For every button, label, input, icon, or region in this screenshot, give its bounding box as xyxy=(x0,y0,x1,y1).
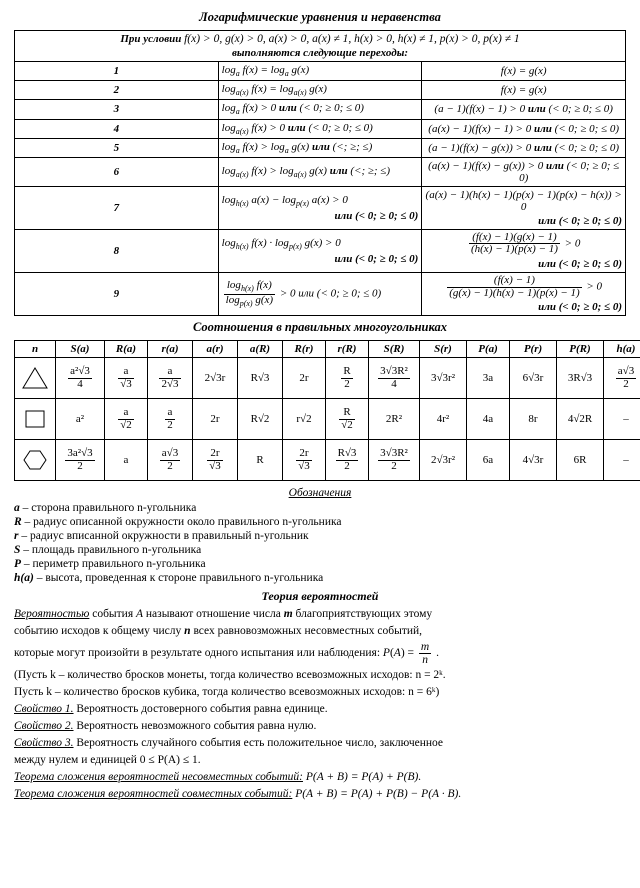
condition-prefix: При условии xyxy=(120,33,182,45)
fraction xyxy=(447,275,581,299)
cell-S-R: $\frac{\text{3√3R²}}{4}$ xyxy=(369,358,420,399)
col-header-a-R: a(R) xyxy=(238,341,283,358)
definition-text-1: события А называют отношение числа m благоприятствующих этому xyxy=(92,608,433,621)
cell-S-a: $\frac{\text{a²√3}}{4}$ xyxy=(56,358,105,399)
col-header-a-r: a(r) xyxy=(193,341,238,358)
property-1-label: Свойство 1. xyxy=(14,703,74,715)
property-2 xyxy=(14,719,626,734)
cell-a-R: R√2 xyxy=(238,399,283,440)
row-number: 8 xyxy=(15,229,219,272)
theorem-1 xyxy=(14,770,626,785)
table-row xyxy=(15,186,626,229)
cell-R-a: $\frac{a}{√3}$ xyxy=(105,358,148,399)
col-header-h-a: h(a) xyxy=(604,341,640,358)
cell-r-R: $\frac{R√3}{2}$ xyxy=(326,440,369,481)
note-line-2: Пусть k – количество бросков кубика, тогда количество всевозможных исходов: n = 6ᵏ) xyxy=(14,686,440,699)
notation-symbol: R xyxy=(14,516,22,529)
col-header-R-a: R(a) xyxy=(105,341,148,358)
row-number: 6 xyxy=(15,157,219,186)
row-left xyxy=(218,229,422,272)
cell-P-R: 3R√3 xyxy=(557,358,604,399)
cell-P-a: 6a xyxy=(467,440,510,481)
notation-symbol: r xyxy=(14,530,19,543)
property-2-text: Вероятность невозможного события равна нулю. xyxy=(76,719,317,732)
list-item xyxy=(14,502,626,514)
cell-S-r: 2√3r² xyxy=(420,440,467,481)
cell-R-a: $\frac{a}{√2}$ xyxy=(105,399,148,440)
cell-S-R: 2R² xyxy=(369,399,420,440)
regular-polygons-table xyxy=(14,340,640,481)
notation-title: Обозначения xyxy=(288,487,352,500)
hexagon-icon-svg xyxy=(21,448,49,472)
row-left: $\log_a f(x) > 0$ или (< 0; ≥ 0; ≤ 0) xyxy=(218,100,422,119)
cell-a-r: 2r xyxy=(193,399,238,440)
cell-P-R: 4√2R xyxy=(557,399,604,440)
col-header-P-r: P(r) xyxy=(510,341,557,358)
table-row xyxy=(15,81,626,100)
table-row xyxy=(15,273,626,316)
row-right xyxy=(422,186,626,229)
cell-h-a: – xyxy=(604,399,640,440)
fraction-denominator: (h(x) − 1)(p(x) − 1) xyxy=(470,243,558,256)
cell-R-r: r√2 xyxy=(283,399,326,440)
cell-h-a: – xyxy=(604,440,640,481)
row-left-main: $\log_{h(x)} f(x) \cdot \log_{p(x)} g(x) > 0$ xyxy=(221,236,341,252)
row-right: (a(x) − 1)(f(x) − g(x)) > 0 или (< 0; ≥ 0; ≤ 0) xyxy=(422,157,626,186)
fraction-denominator: (g(x) − 1)(h(x) − 1)(p(x) − 1) xyxy=(449,286,580,299)
table-row xyxy=(15,138,626,157)
property-3-label: Свойство 3. xyxy=(14,736,74,749)
definition-line-2: событию исходов к общему числу n всех равновозможных несовместных событий, xyxy=(14,625,423,638)
row-left: $\log_{a(x)} f(x) = \log_{a(x)} g(x)$ xyxy=(218,81,422,100)
cell-R-a: a xyxy=(105,440,148,481)
row-right-alt: или (< 0; ≥ 0; ≤ 0) xyxy=(538,214,622,227)
cell-S-r: 4r² xyxy=(420,399,467,440)
cell-a-R: R xyxy=(238,440,283,481)
property-1 xyxy=(14,702,626,717)
fraction-denominator: $\log_{p(x)} g(x)$ xyxy=(225,293,274,308)
fraction xyxy=(469,232,560,256)
row-left xyxy=(218,186,422,229)
probability-title: Теория вероятностей xyxy=(261,589,379,604)
theorem-2-formula: P(A + B) = P(A) + P(B) − P(A · B). xyxy=(295,787,462,800)
notation-symbol: a xyxy=(14,502,20,515)
notation-text: – радиус вписанной окружности в правильный n-угольник xyxy=(21,530,309,543)
row-right: (a − 1)(f(x) − 1) > 0 или (< 0; ≥ 0; ≤ 0) xyxy=(422,100,626,119)
col-header-P-R: P(R) xyxy=(557,341,604,358)
cell-r-a: $\frac{a}{2√3}$ xyxy=(148,358,193,399)
row-left: $\log_{a(x)} f(x) > 0$ или (< 0; ≥ 0; ≤ 0) xyxy=(218,119,422,138)
cell-a-r: 2√3r xyxy=(193,358,238,399)
notation-text: – радиус описанной окружности около правильного n-угольника xyxy=(24,516,342,529)
cell-a-r: $\frac{2r}{√3}$ xyxy=(193,440,238,481)
probability-section xyxy=(14,607,626,802)
condition-cell xyxy=(15,31,626,62)
notation-symbol: S xyxy=(14,544,21,557)
row-right: f(x) = g(x) xyxy=(422,62,626,81)
row-number: 9 xyxy=(15,273,219,316)
row-left: $\log_a f(x) = \log_a g(x)$ xyxy=(218,62,422,81)
row-left-tail: > 0 или (< 0; ≥ 0; ≤ 0) xyxy=(279,287,382,300)
table-row xyxy=(15,399,640,440)
row-number: 1 xyxy=(15,62,219,81)
row-number: 4 xyxy=(15,119,219,138)
col-header-R-r: R(r) xyxy=(283,341,326,358)
row-left: $\log_{a(x)} f(x) > \log_{a(x)} g(x)$ или (<; ≥; ≤) xyxy=(218,157,422,186)
notation-text: – периметр правильного n-угольника xyxy=(23,558,206,571)
row-left-alt: или (< 0; ≥ 0; ≤ 0) xyxy=(334,253,419,266)
row-number: 3 xyxy=(15,100,219,119)
col-header-r-a: r(a) xyxy=(148,341,193,358)
property-3-cont: между нулем и единицей 0 ≤ P(A) ≤ 1. xyxy=(14,753,201,766)
theorem-2 xyxy=(14,787,626,802)
cell-P-r: 4√3r xyxy=(510,440,557,481)
property-2-label: Свойство 2. xyxy=(14,719,74,732)
cell-a-R: R√3 xyxy=(238,358,283,399)
cell-S-r: 3√3r² xyxy=(420,358,467,399)
condition-line-1 xyxy=(18,33,622,45)
notation-text: – высота, проведенная к стороне правильного n-угольника xyxy=(36,572,324,585)
notation-list xyxy=(14,502,626,584)
definition-line-3: которые могут произойти в результате одного испытания или наблюдения: P(A) = $\frac{m}{n}$ . xyxy=(14,641,439,667)
cell-P-a: 4a xyxy=(467,399,510,440)
table-row xyxy=(15,157,626,186)
table-row xyxy=(15,440,640,481)
cell-r-a: $\frac{a√3}{2}$ xyxy=(148,440,193,481)
cell-P-r: 8r xyxy=(510,399,557,440)
list-item xyxy=(14,544,626,556)
row-left-main: $\log_{h(x)} a(x) - \log_{p(x)} a(x) > 0$ xyxy=(221,193,348,209)
row-left-alt: или (< 0; ≥ 0; ≤ 0) xyxy=(334,210,419,223)
row-right xyxy=(422,273,626,316)
row-right-tail: > 0 xyxy=(586,280,603,293)
row-left: $\log_a f(x) > \log_a g(x)$ или (<; ≥; ≤) xyxy=(218,138,422,157)
row-right: (a − 1)(f(x) − g(x)) > 0 или (< 0; ≥ 0; ≤ 0) xyxy=(422,138,626,157)
list-item xyxy=(14,558,626,570)
table-row xyxy=(15,119,626,138)
condition-formula: f(x) > 0, g(x) > 0, a(x) > 0, a(x) ≠ 1, h(x) > 0, h(x) ≠ 1, p(x) > 0, p(x) ≠ 1 xyxy=(184,33,520,45)
theorem-1-label: Теорема сложения вероятностей несовместных событий: xyxy=(14,770,303,783)
col-header-P-a: P(a) xyxy=(467,341,510,358)
fraction-numerator: $\log_{h(x)} f(x)$ xyxy=(224,280,275,295)
cell-P-a: 3a xyxy=(467,358,510,399)
log-equations-table xyxy=(14,30,626,316)
row-right-main: (a(x) − 1)(h(x) − 1)(p(x) − 1)(p(x) − h(x)) > 0 xyxy=(425,188,622,213)
col-header-S-a: S(a) xyxy=(56,341,105,358)
row-left xyxy=(218,273,422,316)
notation-symbol: P xyxy=(14,558,22,571)
row-right: f(x) = g(x) xyxy=(422,81,626,100)
list-item xyxy=(14,516,626,528)
cell-r-R: $\frac{R}{√2}$ xyxy=(326,399,369,440)
triangle-icon xyxy=(15,358,56,399)
row-right-tail: > 0 xyxy=(564,237,581,250)
table-row xyxy=(15,100,626,119)
cell-R-r: $\frac{2r}{√3}$ xyxy=(283,440,326,481)
row-right xyxy=(422,229,626,272)
cell-P-r: 6√3r xyxy=(510,358,557,399)
cell-r-a: $\frac{a}{2}$ xyxy=(148,399,193,440)
col-header-S-r: S(r) xyxy=(420,341,467,358)
cell-S-a: a² xyxy=(56,399,105,440)
cell-h-a: $\frac{a√3}{2}$ xyxy=(604,358,640,399)
table-header-row xyxy=(15,341,640,358)
definition-line-1 xyxy=(14,607,626,622)
notation-text: – сторона правильного n-угольника xyxy=(22,502,197,515)
triangle-icon-svg xyxy=(22,366,48,390)
list-item xyxy=(14,572,626,584)
property-1-text: Вероятность достоверного события равна единице. xyxy=(76,703,328,715)
notation-text: – площадь правильного n-угольника xyxy=(23,544,202,557)
row-number: 2 xyxy=(15,81,219,100)
table-row xyxy=(15,229,626,272)
square-icon xyxy=(15,399,56,440)
col-header-r-R: r(R) xyxy=(326,341,369,358)
cell-S-a: $\frac{\text{3a²√3}}{2}$ xyxy=(56,440,105,481)
col-header-n: n xyxy=(15,341,56,358)
cell-S-R: $\frac{\text{3√3R²}}{2}$ xyxy=(369,440,420,481)
property-3-text: Вероятность случайного события есть положительное число, заключенное xyxy=(76,736,444,749)
note-line-1: (Пусть k – количество бросков монеты, тогда количество всевозможных исходов: n = 2ᵏ. xyxy=(14,669,446,682)
row-number: 7 xyxy=(15,186,219,229)
log-section-title: Логарифмические уравнения и неравенства xyxy=(199,10,441,24)
col-header-S-R: S(R) xyxy=(369,341,420,358)
poly-section-title: Соотношения в правильных многоугольниках xyxy=(192,320,448,335)
row-right: (a(x) − 1)(f(x) − 1) > 0 или (< 0; ≥ 0; ≤ 0) xyxy=(422,119,626,138)
row-right-alt: или (< 0; ≥ 0; ≤ 0) xyxy=(538,258,622,271)
row-right-alt: или (< 0; ≥ 0; ≤ 0) xyxy=(538,301,622,314)
cell-R-r: 2r xyxy=(283,358,326,399)
table-row xyxy=(15,62,626,81)
cell-r-R: $\frac{R}{2}$ xyxy=(326,358,369,399)
square-icon-svg xyxy=(23,407,47,431)
cell-P-R: 6R xyxy=(557,440,604,481)
fraction xyxy=(224,280,275,308)
table-row xyxy=(15,358,640,399)
table-row-condition xyxy=(15,31,626,62)
fraction-numerator: (f(x) − 1) xyxy=(447,275,581,288)
notation-symbol: h(a) xyxy=(14,572,34,585)
list-item xyxy=(14,530,626,542)
theorem-2-label: Теорема сложения вероятностей совместных событий: xyxy=(14,787,293,800)
theorem-1-formula: P(A + B) = P(A) + P(B). xyxy=(305,770,422,783)
definition-term: Вероятностью xyxy=(14,608,90,621)
hexagon-icon xyxy=(15,440,56,481)
condition-line-2: выполняются следующие переходы: xyxy=(231,47,409,59)
fraction-numerator: (f(x) − 1)(g(x) − 1) xyxy=(469,232,560,245)
row-number: 5 xyxy=(15,138,219,157)
property-3 xyxy=(14,736,626,751)
